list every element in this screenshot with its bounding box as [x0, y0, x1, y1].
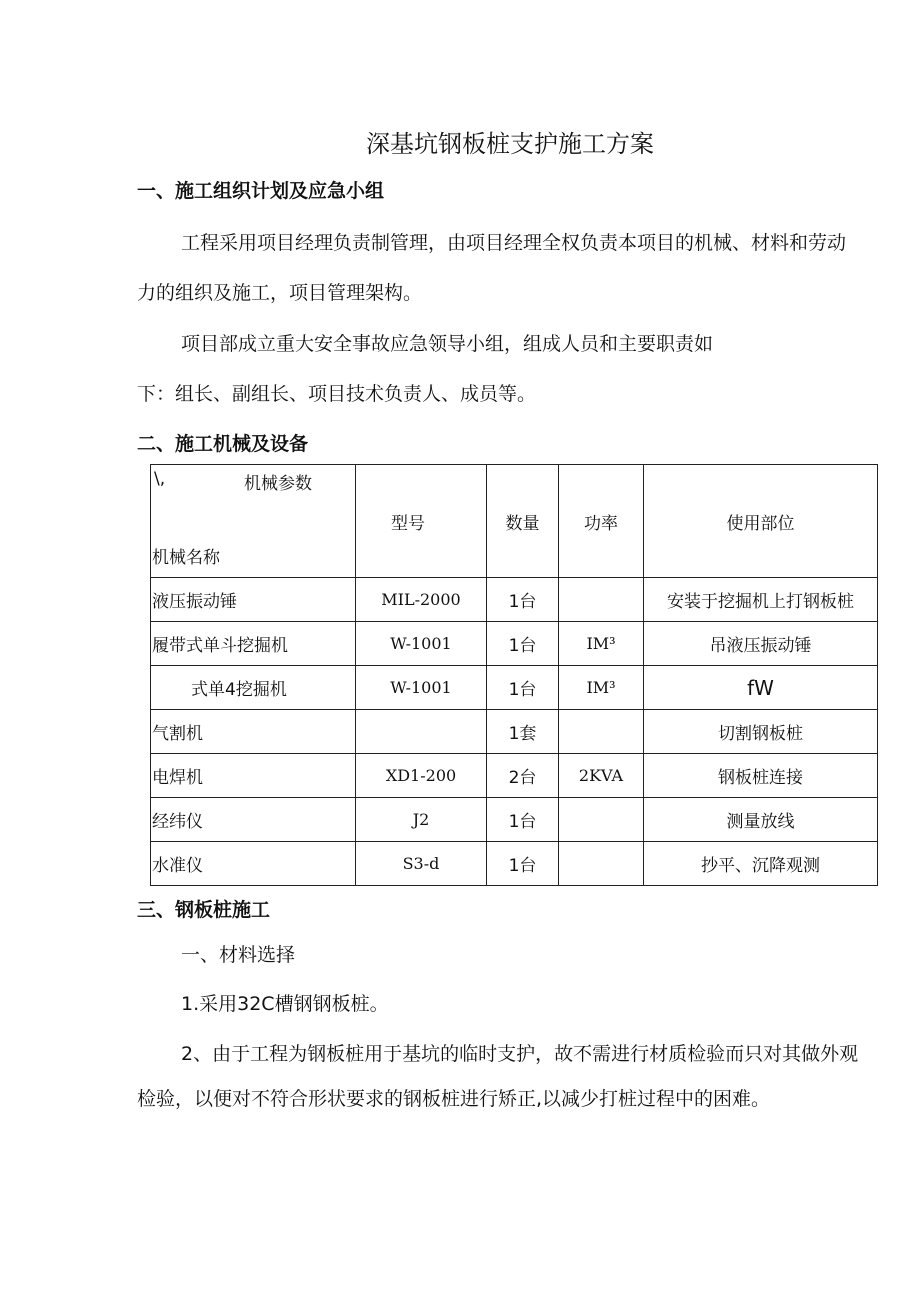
- cell-power: 2KVA: [559, 754, 644, 798]
- cell-qty: 1台: [487, 666, 559, 710]
- table-row: [151, 622, 878, 666]
- cell-power: [559, 842, 644, 886]
- cell-power: IM³: [559, 666, 644, 710]
- section1-paragraph2-line1: 项目部成立重大安全事故应急领导小组，组成人员和主要职责如: [181, 333, 714, 355]
- cell-power: [559, 578, 644, 622]
- table-row: [151, 710, 878, 754]
- table-header-row: [151, 465, 878, 578]
- cell-power: IM³: [559, 622, 644, 666]
- cell-use: 抄平、沉降观测: [644, 842, 878, 886]
- section1-heading: 一、施工组织计划及应急小组: [137, 180, 385, 202]
- cell-qty: 1台: [487, 622, 559, 666]
- cell-name: 式单4挖掘机: [151, 666, 356, 710]
- section1-paragraph2-line2: 下：组长、副组长、项目技术负责人、成员等。: [137, 383, 537, 405]
- cell-power: [559, 710, 644, 754]
- header-params-label: 机械参数: [244, 474, 312, 494]
- cell-model: J2: [356, 798, 487, 842]
- cell-use: fW: [644, 666, 878, 710]
- header-power: 功率: [559, 465, 644, 578]
- cell-model: XD1-200: [356, 754, 487, 798]
- section3-heading: 三、钢板桩施工: [137, 899, 271, 921]
- section3-item2-line1: 2、由于工程为钢板桩用于基坑的临时支护，故不需进行材质检验而只对其做外观: [181, 1043, 859, 1065]
- header-use: 使用部位: [644, 465, 878, 578]
- equipment-table: [150, 464, 878, 886]
- header-diagonal-cell: [151, 465, 356, 578]
- cell-model: S3-d: [356, 842, 487, 886]
- section3-item1: 1.采用32C槽钢钢板桩。: [181, 993, 389, 1015]
- header-name-label: 机械名称: [152, 548, 220, 568]
- table-row: [151, 578, 878, 622]
- cell-name: 水准仪: [151, 842, 356, 886]
- cell-power: [559, 798, 644, 842]
- table-row: [151, 754, 878, 798]
- cell-model: MIL-2000: [356, 578, 487, 622]
- cell-name: 经纬仪: [151, 798, 356, 842]
- section3-item2-line2: 检验，以便对不符合形状要求的钢板桩进行矫正,以减少打桩过程中的困难。: [137, 1088, 771, 1110]
- section2-heading: 二、施工机械及设备: [137, 433, 309, 455]
- cell-model: W-1001: [356, 666, 487, 710]
- cell-name: 气割机: [151, 710, 356, 754]
- section1-paragraph1-line2: 力的组织及施工，项目管理架构。: [137, 282, 423, 304]
- header-model: 型号: [356, 465, 487, 578]
- header-qty: 数量: [487, 465, 559, 578]
- cell-use: 测量放线: [644, 798, 878, 842]
- cell-model: [356, 710, 487, 754]
- table-row: [151, 666, 878, 710]
- section1-paragraph1-line1: 工程采用项目经理负责制管理，由项目经理全权负责本项目的机械、材料和劳动: [181, 232, 847, 254]
- table-row: [151, 842, 878, 886]
- cell-qty: 1台: [487, 578, 559, 622]
- table-row: [151, 798, 878, 842]
- cell-qty: 1套: [487, 710, 559, 754]
- cell-name: 液压振动锤: [151, 578, 356, 622]
- document-title: 深基坑钢板桩支护施工方案: [366, 130, 654, 158]
- cell-use: 安装于挖掘机上打钢板桩: [644, 578, 878, 622]
- cell-qty: 1台: [487, 842, 559, 886]
- cell-name: 电焊机: [151, 754, 356, 798]
- cell-qty: 1台: [487, 798, 559, 842]
- cell-use: 切割钢板桩: [644, 710, 878, 754]
- cell-name: 履带式单斗挖掘机: [151, 622, 356, 666]
- section3-subheading: 一、材料选择: [181, 944, 296, 966]
- cell-use: 钢板桩连接: [644, 754, 878, 798]
- cell-model: W-1001: [356, 622, 487, 666]
- cell-qty: 2台: [487, 754, 559, 798]
- corner-mark: \,: [154, 469, 166, 489]
- cell-use: 吊液压振动锤: [644, 622, 878, 666]
